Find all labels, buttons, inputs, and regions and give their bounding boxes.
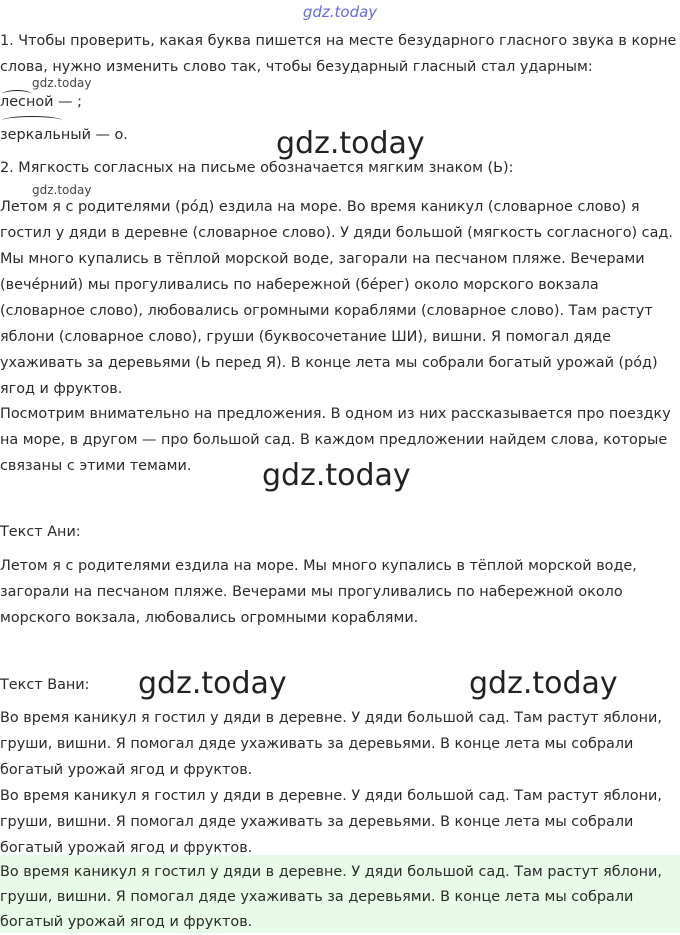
watermark-big-4: gdz.today [469,666,618,701]
task2-line: Посмотрим внимательно на предложения. В одном из них рассказывается про поездку [0,406,671,422]
vanya-line: груши, вишни. Я помогал дяде ухаживать за деревьями. В конце лета мы собрали [0,814,634,830]
task2-line: на море, в другом — про большой сад. В каждом предложении найдем слова, которые [0,432,668,448]
task2-line: связаны с этими темами. [0,458,192,474]
vanya-line: богатый урожай ягод и фруктов. [0,914,253,930]
task2-line: ухаживать за деревьями (Ь перед Я). В конце лета мы собрали богатый урожай (ро́д) [0,355,658,371]
vanya-line: Во время каникул я гостил у дяди в деревне. У дяди большой сад. Там растут яблони, [0,864,662,880]
task2-intro: 2. Мягкость согласных на письме обозначается мягким знаком (Ь): [0,160,514,176]
vanya-line: Во время каникул я гостил у дяди в деревне. У дяди большой сад. Там растут яблони, [0,788,662,804]
watermark-big-3: gdz.today [138,666,287,701]
task1-line2: слова, нужно изменить слово так, чтобы безударный гласный стал ударным: [0,59,593,75]
task1-line1: 1. Чтобы проверить, какая буква пишется на месте безударного гласного звука в корне [0,33,677,49]
vanya-line: богатый урожай ягод и фруктов. [0,840,253,856]
vanya-line: груши, вишни. Я помогал дяде ухаживать за деревьями. В конце лета мы собрали [0,736,634,752]
watermark-big-1: gdz.today [276,126,425,161]
task2-line: яблони (словарное слово), груши (буквосочетание ШИ), вишни. Я помогал дяде [0,329,612,345]
anya-line: морского вокзала, любовались огромными кораблями. [0,610,419,626]
task2-line: гостил у дяди в деревне (словарное слово). У дяди большой (мягкость согласного) сад. [0,225,673,241]
watermark-small-1: gdz.today [32,76,92,90]
task1-example2: зеркальный — о. [0,127,128,143]
vanya-heading: Текст Вани: [0,677,90,693]
task1-example1: лесной — ; [0,94,82,110]
watermark-big-2: gdz.today [262,458,411,493]
task2-line: Летом я с родителями (ро́д) ездила на море. Во время каникул (словарное слово) я [0,199,640,215]
vanya-line: груши, вишни. Я помогал дяде ухаживать за деревьями. В конце лета мы собрали [0,889,634,905]
anya-line: загорали на песчаном пляже. Вечерами мы прогуливались по набережной около [0,584,623,600]
watermark-top: gdz.today [302,3,378,21]
anya-heading: Текст Ани: [0,524,81,540]
task2-line: ягод и фруктов. [0,381,123,397]
task2-line: (вечéрний) мы прогуливались по набережной (бéрег) около морского вокзала [0,277,599,293]
anya-line: Летом я с родителями ездила на море. Мы много купались в тёплой морской воде, [0,558,637,574]
task2-line: (словарное слово), любовались огромными кораблями (словарное слово). Там растут [0,303,653,319]
vanya-line: богатый урожай ягод и фруктов. [0,762,253,778]
vanya-line: Во время каникул я гостил у дяди в деревне. У дяди большой сад. Там растут яблони, [0,710,662,726]
task2-line: Мы много купались в тёплой морской воде, загорали на песчаном пляже. Вечерами [0,251,645,267]
watermark-small-2: gdz.today [32,183,92,197]
